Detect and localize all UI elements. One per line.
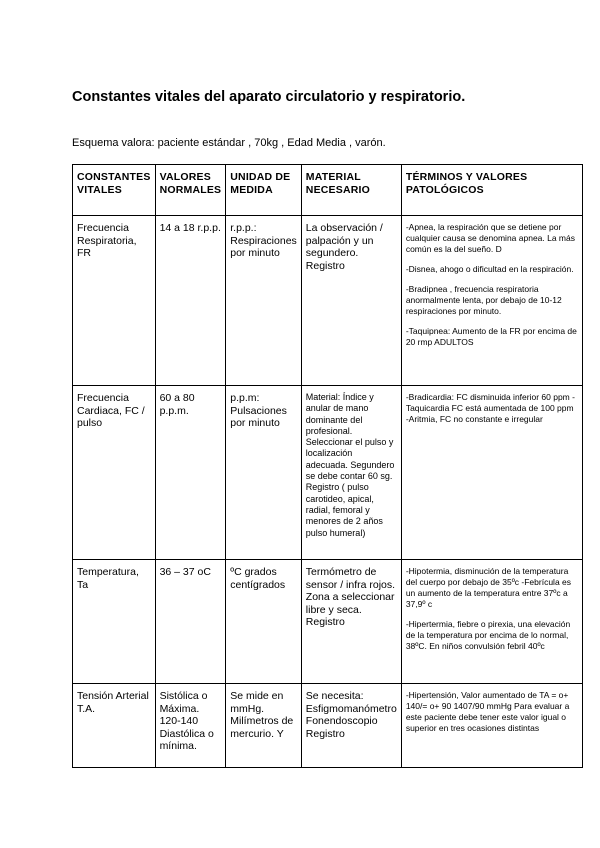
cell-material: Termómetro de sensor / infra rojos. Zona a seleccionar libre y seca. Registro: [301, 560, 401, 684]
term-hipotermia: -Hipotermia, disminución de la temperatura del cuerpo por debajo de 35ºc -Febrícula es un aumento de la temperatura entre 37ºc a 37,9º c: [405, 566, 572, 609]
term-disnea: -Disnea, ahogo o dificultad en la respiración.: [405, 264, 574, 274]
header-row: [73, 165, 583, 216]
cell-valores: 60 a 80 p.p.m.: [155, 386, 226, 560]
subtitle: Esquema valora: paciente estándar , 70kg , Edad Media , varón.: [72, 137, 386, 149]
header-unidad: UNIDAD DE MEDIDA: [226, 165, 302, 216]
term-taquipnea: -Taquipnea: Aumento de la FR por encima de 20 rmp ADULTOS: [405, 326, 577, 347]
cell-material: Material: Índice y anular de mano dominante del profesional. Seleccionar el pulso y localización adecuada. Segundero se debe contar 60 sg. Registro ( pulso carotideo, apical, radial, femoral y menores de 2 años pulso humeral): [301, 386, 401, 560]
table-row: [73, 560, 583, 684]
term-hipertermia: -Hipertermia, fiebre o pirexia, una elevación de la temperatura por encima de lo normal, 38ºC. En niños convulsión febril 40ºc: [405, 619, 571, 651]
cell-unidad: Se mide en mmHg. Milímetros de mercurio. Y: [226, 684, 302, 768]
header-constantes: CONSTANTES VITALES: [73, 165, 156, 216]
cell-constante: Frecuencia Cardiaca, FC / pulso: [73, 386, 156, 560]
cell-valores: Sistólica o Máxima. 120-140 Diastólica o mínima.: [155, 684, 226, 768]
cell-constante: Temperatura, Ta: [73, 560, 156, 684]
cell-material: Se necesita: Esfigmomanómetro Fonendoscopio Registro: [301, 684, 401, 768]
cell-terminos: [401, 684, 582, 768]
term-cardiaca: -Bradicardia: FC disminuida inferior 60 ppm -Taquicardia FC está aumentada de 100 ppm -Aritmia, FC no constante e irregular: [405, 392, 575, 424]
cell-valores: 14 a 18 r.p.p.: [155, 216, 226, 386]
cell-constante: Frecuencia Respiratoria, FR: [73, 216, 156, 386]
vital-signs-table: [72, 164, 583, 768]
page-title: Constantes vitales del aparato circulatorio y respiratorio.: [72, 89, 466, 105]
cell-material: La observación / palpación y un segundero. Registro: [301, 216, 401, 386]
term-bradipnea: -Bradipnea , frecuencia respiratoria anormalmente lenta, por debajo de 10-12 respiraciones por minuto.: [405, 284, 562, 316]
table-row: [73, 386, 583, 560]
header-valores: VALORES NORMALES: [155, 165, 226, 216]
cell-terminos: [401, 216, 582, 386]
cell-terminos: [401, 560, 582, 684]
header-terminos: TÉRMINOS Y VALORES PATOLÓGICOS: [401, 165, 582, 216]
header-material: MATERIAL NECESARIO: [301, 165, 401, 216]
cell-unidad: r.p.p.: Respiraciones por minuto: [226, 216, 302, 386]
cell-unidad: p.p.m: Pulsaciones por minuto: [226, 386, 302, 560]
cell-valores: 36 – 37 oC: [155, 560, 226, 684]
cell-constante: Tensión Arterial T.A.: [73, 684, 156, 768]
cell-unidad: ºC grados centígrados: [226, 560, 302, 684]
table-row: [73, 684, 583, 768]
term-hipertension: -Hipertensión, Valor aumentado de TA = o+ 140/= o+ 90 1407/90 mmHg Para evaluar a este paciente debe tener este valor igual o superior en tres ocasiones distintas: [405, 690, 570, 733]
term-apnea: -Apnea, la respiración que se detiene por cualquier causa se denomina apnea. La más común es la del sueño. D: [405, 222, 575, 254]
cell-terminos: [401, 386, 582, 560]
table-row: [73, 216, 583, 386]
